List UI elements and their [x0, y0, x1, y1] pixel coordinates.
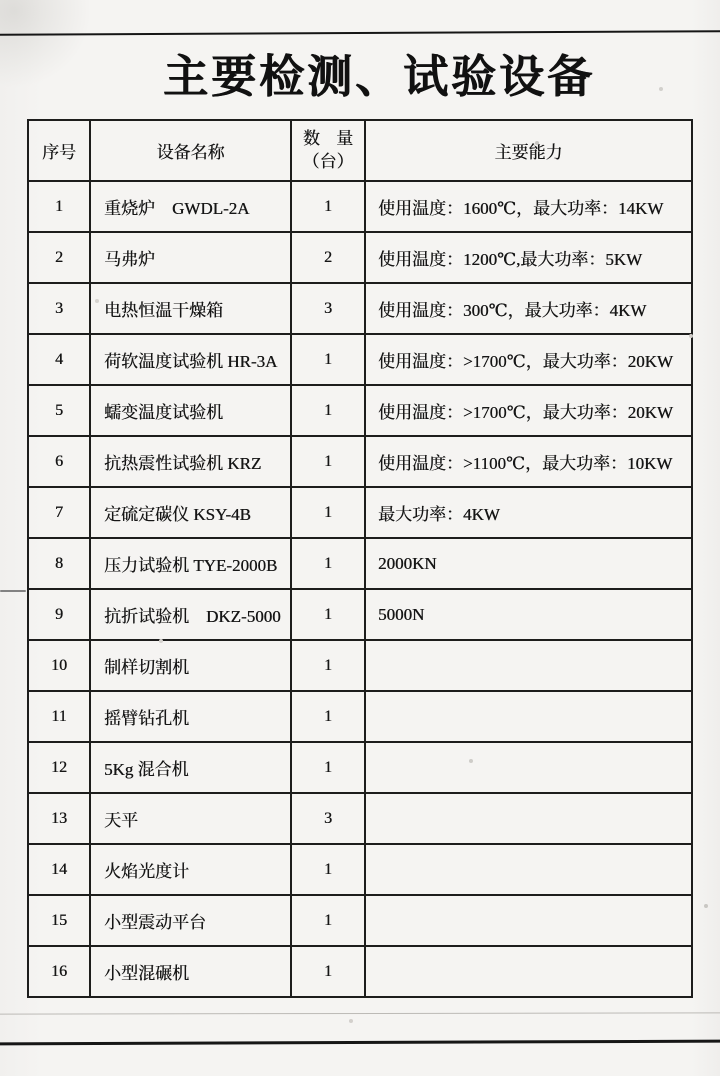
table-header-row: [28, 120, 692, 181]
row-index-cell: 10: [28, 640, 90, 691]
row-index-cell: 4: [28, 334, 90, 385]
row-index-cell: 2: [28, 232, 90, 283]
quantity-cell: 2: [291, 232, 365, 283]
table-row: [28, 589, 692, 640]
equipment-name-cell: 制样切割机: [90, 640, 291, 691]
table-row: [28, 181, 692, 232]
capability-cell: 最大功率：4KW: [365, 487, 692, 538]
equipment-name-cell: 5Kg 混合机: [90, 742, 291, 793]
capability-cell: [365, 844, 692, 895]
table-row: [28, 793, 692, 844]
quantity-cell: 1: [291, 640, 365, 691]
scan-noise-speckles: [0, 0, 2, 2]
table-row: [28, 844, 692, 895]
equipment-name-cell: 马弗炉: [90, 232, 291, 283]
quantity-cell: 1: [291, 844, 365, 895]
equipment-name-cell: 天平: [90, 793, 291, 844]
header-capability-label: 主要能力: [494, 143, 563, 162]
equipment-name-cell: 小型混碾机: [90, 946, 291, 997]
quantity-cell: 1: [291, 946, 365, 997]
header-cell-capability: [365, 120, 692, 181]
page-title: 主要检测、试验设备: [162, 51, 595, 102]
capability-cell: 使用温度：1600℃，最大功率：14KW: [365, 181, 692, 232]
scan-top-rule-line: [0, 30, 720, 36]
table-row: [28, 436, 692, 487]
row-index-cell: 12: [28, 742, 90, 793]
row-index-cell: 11: [28, 691, 90, 742]
quantity-cell: 1: [291, 334, 365, 385]
scan-bottom-faint-line: [0, 1012, 720, 1014]
quantity-cell: 1: [291, 181, 365, 232]
scan-bottom-rule-line: [0, 1040, 720, 1046]
capability-cell: 使用温度：300℃，最大功率：4KW: [365, 283, 692, 334]
quantity-cell: 1: [291, 589, 365, 640]
table-row: [28, 283, 692, 334]
table-row: [28, 946, 692, 997]
row-index-cell: 3: [28, 283, 90, 334]
header-cell-index: [28, 120, 90, 181]
header-cell-quantity: [291, 120, 365, 181]
quantity-cell: 3: [291, 283, 365, 334]
row-index-cell: 15: [28, 895, 90, 946]
capability-cell: 使用温度：>1700℃，最大功率：20KW: [365, 334, 692, 385]
equipment-name-cell: 荷软温度试验机 HR-3A: [90, 334, 291, 385]
equipment-name-cell: 抗热震性试验机 KRZ: [90, 436, 291, 487]
scan-edge-artifact: [0, 590, 26, 592]
equipment-name-cell: 定硫定碳仪 KSY-4B: [90, 487, 291, 538]
quantity-cell: 1: [291, 691, 365, 742]
header-quantity-label-line2: （台）: [302, 151, 354, 171]
row-index-cell: 13: [28, 793, 90, 844]
quantity-cell: 1: [291, 487, 365, 538]
table-row: [28, 385, 692, 436]
quantity-cell: 1: [291, 385, 365, 436]
table-row: [28, 640, 692, 691]
capability-cell: 使用温度：1200℃,最大功率：5KW: [365, 232, 692, 283]
equipment-name-cell: 电热恒温干燥箱: [90, 283, 291, 334]
capability-cell: 使用温度：>1100℃，最大功率：10KW: [365, 436, 692, 487]
table-row: [28, 742, 692, 793]
equipment-name-cell: 抗折试验机 DKZ-5000: [90, 589, 291, 640]
table-row: [28, 895, 692, 946]
equipment-name-cell: 火焰光度计: [90, 844, 291, 895]
header-cell-name: [90, 120, 291, 181]
header-quantity-label-line1: 数 量: [302, 128, 360, 148]
equipment-name-cell: 小型震动平台: [90, 895, 291, 946]
table-row: [28, 232, 692, 283]
quantity-cell: 1: [291, 538, 365, 589]
capability-cell: [365, 640, 692, 691]
equipment-name-cell: 摇臂钻孔机: [90, 691, 291, 742]
row-index-cell: 8: [28, 538, 90, 589]
equipment-name-cell: 压力试验机 TYE-2000B: [90, 538, 291, 589]
equipment-name-cell: 蠕变温度试验机: [90, 385, 291, 436]
equipment-name-cell: 重烧炉 GWDL-2A: [90, 181, 291, 232]
capability-cell: [365, 793, 692, 844]
row-index-cell: 14: [28, 844, 90, 895]
quantity-cell: 3: [291, 793, 365, 844]
capability-cell: [365, 946, 692, 997]
row-index-cell: 9: [28, 589, 90, 640]
capability-cell: 5000N: [365, 589, 692, 640]
capability-cell: 2000KN: [365, 538, 692, 589]
capability-cell: 使用温度：>1700℃，最大功率：20KW: [365, 385, 692, 436]
quantity-cell: 1: [291, 436, 365, 487]
quantity-cell: 1: [291, 895, 365, 946]
capability-cell: [365, 691, 692, 742]
row-index-cell: 6: [28, 436, 90, 487]
table-row: [28, 334, 692, 385]
capability-cell: [365, 895, 692, 946]
header-name-label: 设备名称: [156, 143, 225, 162]
row-index-cell: 5: [28, 385, 90, 436]
equipment-table: [27, 119, 693, 998]
row-index-cell: 7: [28, 487, 90, 538]
table-row: [28, 487, 692, 538]
table-row: [28, 691, 692, 742]
table-row: [28, 538, 692, 589]
row-index-cell: 16: [28, 946, 90, 997]
row-index-cell: 1: [28, 181, 90, 232]
capability-cell: [365, 742, 692, 793]
header-index-label: 序号: [42, 143, 76, 162]
quantity-cell: 1: [291, 742, 365, 793]
